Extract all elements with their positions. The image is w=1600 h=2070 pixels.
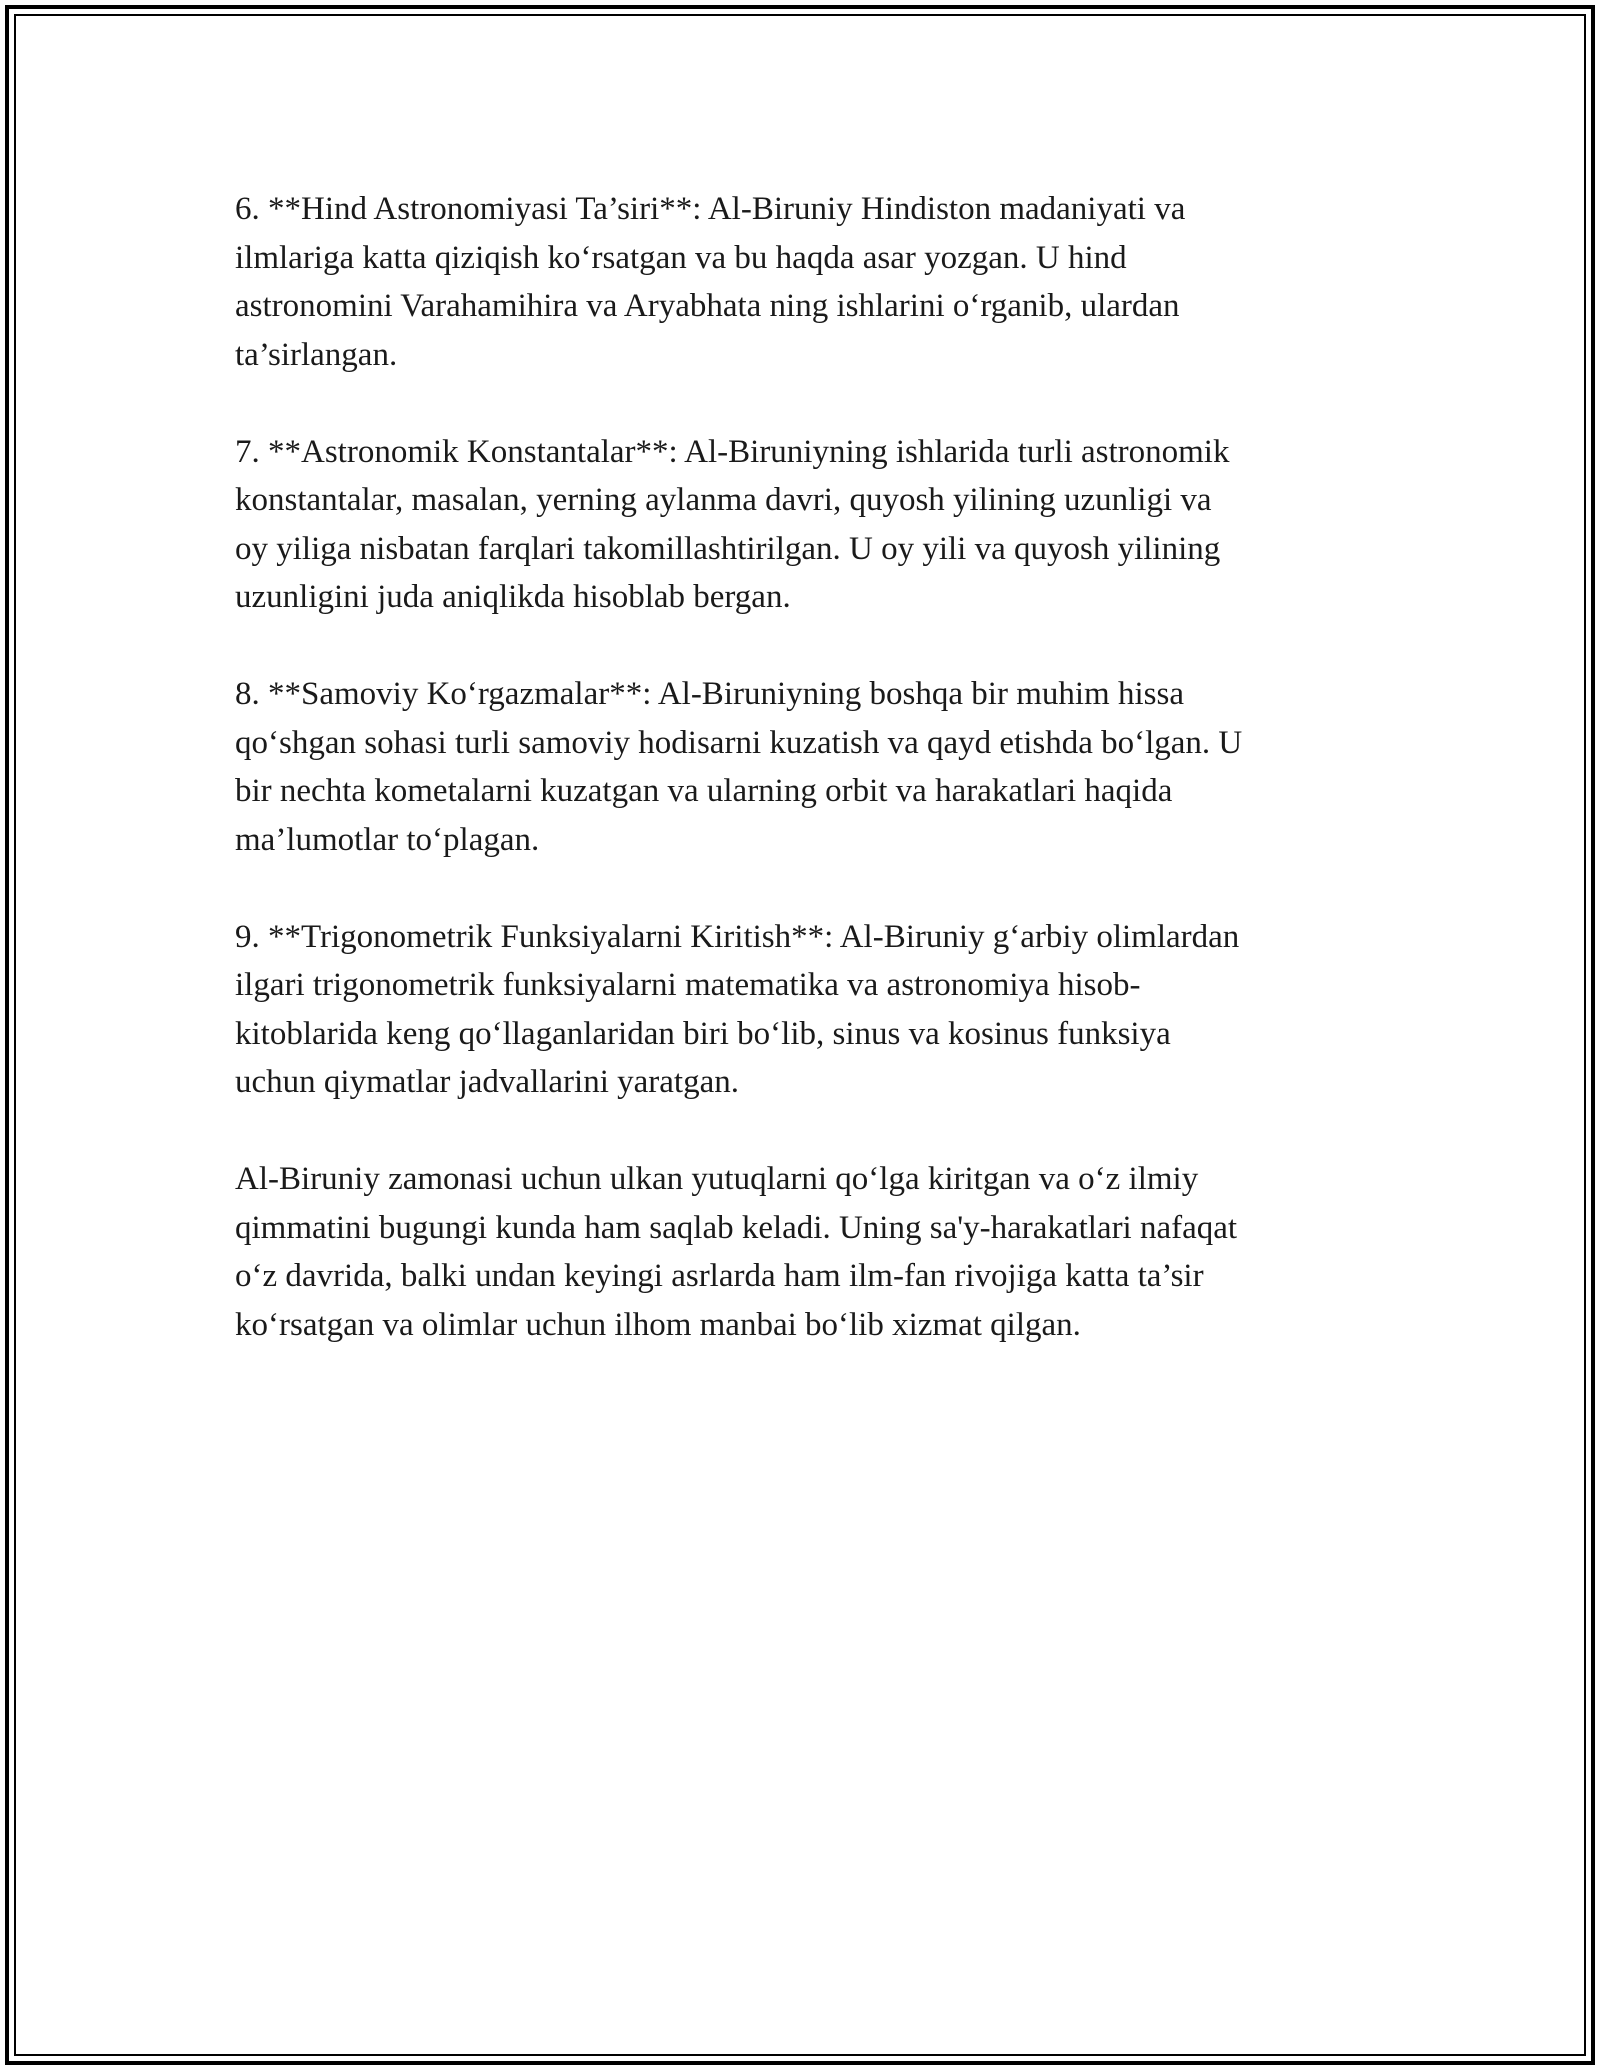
text-line: qo‘shgan sohasi turli samoviy hodisarni kuzatish va qayd etishda bo‘lgan. U xyxy=(235,724,1243,761)
text-line: astronomini Varahamihira va Aryabhata ning ishlarini o‘rganib, ulardan xyxy=(235,288,1180,324)
text-line: qimmatini bugungi kunda ham saqlab keladi. Uning sa'y-harakatlari nafaqat xyxy=(235,1209,1238,1246)
paragraph-trigonometrik-funksiyalar xyxy=(235,913,1375,1107)
text-line: uzunligini juda aniqlikda hisoblab bergan. xyxy=(235,579,791,615)
text-line: ta’sirlangan. xyxy=(235,336,398,373)
text-line: 9. **Trigonometrik Funksiyalarni Kiritish**: Al-Biruniy g‘arbiy olimlardan xyxy=(235,918,1240,955)
document-body xyxy=(235,185,1375,1398)
paragraph-samoviy-korgazmalar xyxy=(235,670,1375,864)
text-line: konstantalar, masalan, yerning aylanma davri, quyosh yilining uzunligi va xyxy=(235,482,1212,518)
text-line: ilmlariga katta qiziqish ko‘rsatgan va bu haqda asar yozgan. U hind xyxy=(235,239,1127,276)
text-line: oy yiliga nisbatan farqlari takomillashtirilgan. U oy yili va quyosh yilining xyxy=(235,530,1221,567)
text-line: ko‘rsatgan va olimlar uchun ilhom manbai bo‘lib xizmat qilgan. xyxy=(235,1306,1081,1343)
text-line: 6. **Hind Astronomiyasi Ta’siri**: Al-Biruniy Hindiston madaniyati va xyxy=(235,191,1186,227)
text-line: 7. **Astronomik Konstantalar**: Al-Biruniyning ishlarida turli astronomik xyxy=(235,433,1230,470)
paragraph-conclusion xyxy=(235,1155,1375,1349)
text-line: kitoblarida keng qo‘llaganlaridan biri bo‘lib, sinus va kosinus funksiya xyxy=(235,1015,1171,1052)
text-line: 8. **Samoviy Ko‘rgazmalar**: Al-Biruniyning boshqa bir muhim hissa xyxy=(235,676,1184,712)
text-line: ma’lumotlar to‘plagan. xyxy=(235,821,540,858)
text-line: ilgari trigonometrik funksiyalarni matematika va astronomiya hisob- xyxy=(235,967,1141,1003)
text-line: o‘z davrida, balki undan keyingi asrlarda ham ilm-fan rivojiga katta ta’sir xyxy=(235,1258,1204,1294)
paragraph-hind-astronomiyasi xyxy=(235,185,1375,379)
text-line: bir nechta kometalarni kuzatgan va ularning orbit va harakatlari haqida xyxy=(235,773,1173,809)
text-line: Al-Biruniy zamonasi uchun ulkan yutuqlarni qo‘lga kiritgan va o‘z ilmiy xyxy=(235,1161,1199,1197)
paragraph-astronomik-konstantalar xyxy=(235,428,1375,622)
text-line: uchun qiymatlar jadvallarini yaratgan. xyxy=(235,1064,739,1100)
